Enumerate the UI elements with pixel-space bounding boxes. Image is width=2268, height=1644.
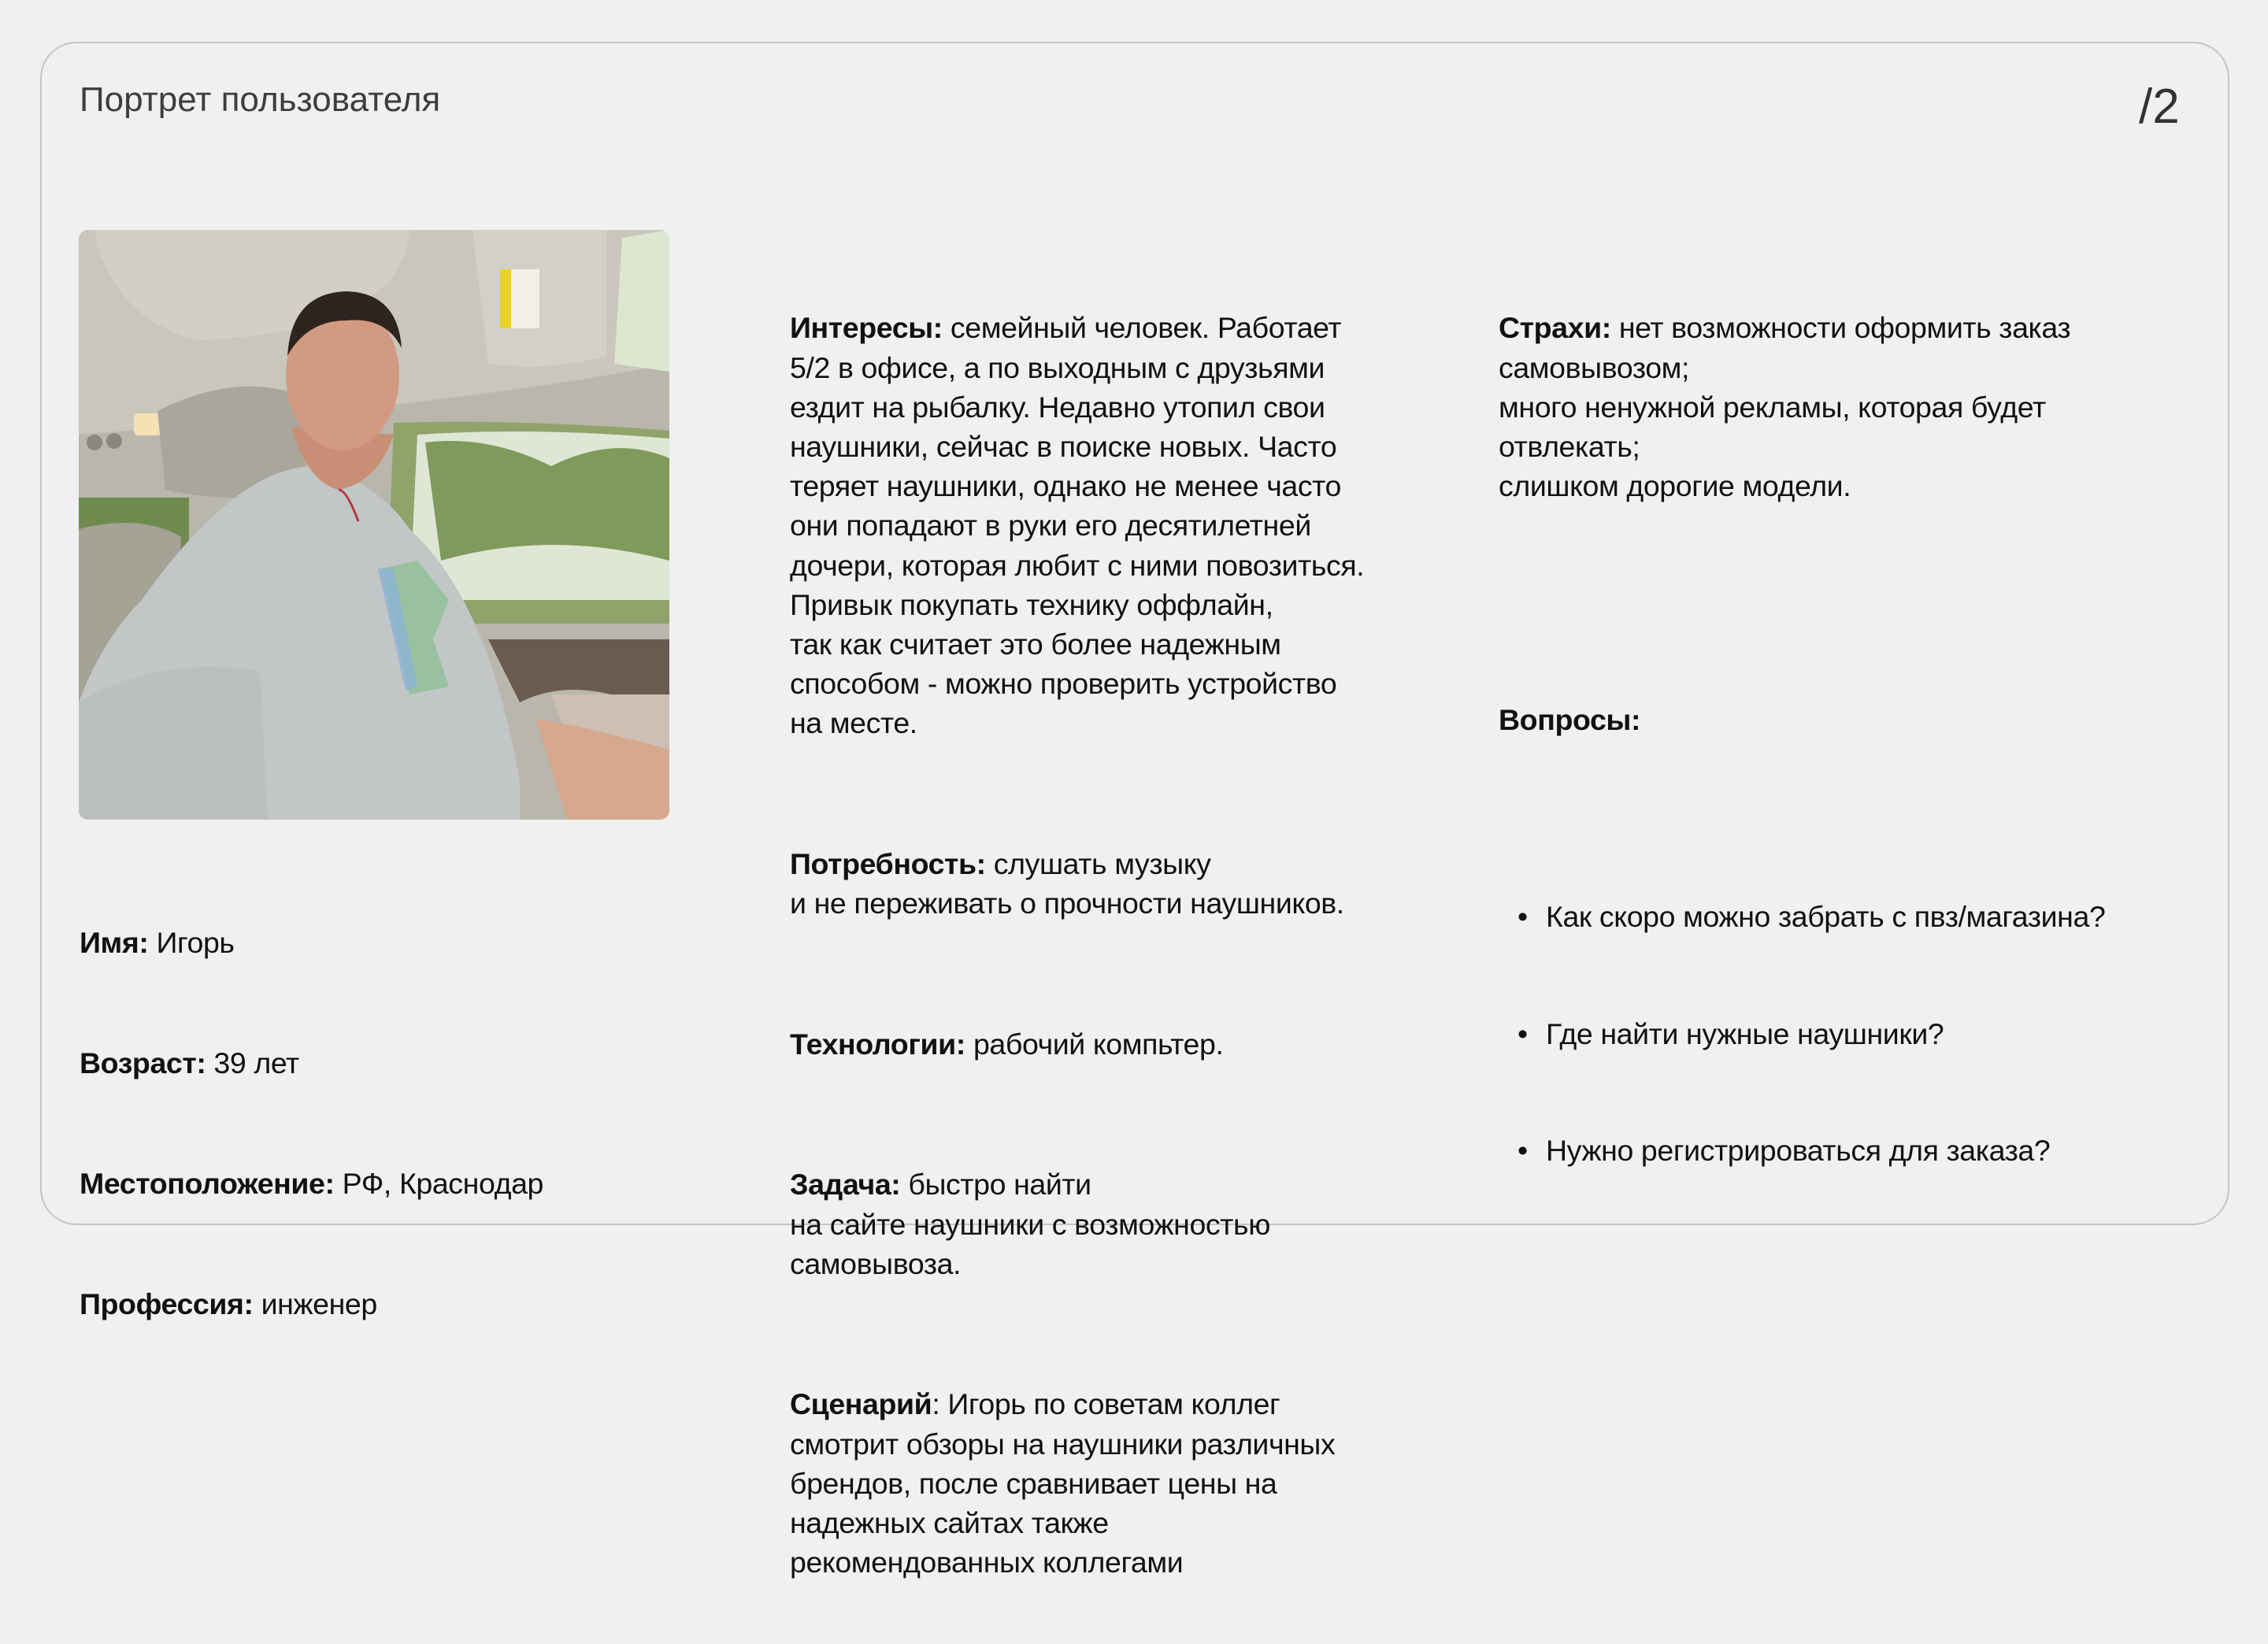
list-item: • Нужно регистрироваться для заказа? [1499, 1131, 2105, 1169]
questions-heading: Вопросы: [1499, 703, 1641, 737]
profile-profession: Профессия: инженер [80, 1287, 377, 1320]
profile-fields [80, 843, 543, 1364]
page-number: /2 [2139, 80, 2180, 134]
list-item: • Как скоро можно забрать с пвз/магазина? [1499, 898, 2105, 935]
interests: Интересы: семейный человек. Работает 5/2 в офисе, а по выходным с друзьями ездит на рыбалку. Недавно утопил свои наушники, сейчас в поиске новых. Часто теряет наушники, однако не менее часто они попадают в руки его десятилетней дочери, которая любит с ними повозиться. Привык покупать технику оффлайн, так как считает это более надежным способом - можно проверить устройство на месте. [790, 311, 1365, 740]
technologies: Технологии: рабочий компьтер. [790, 1027, 1224, 1061]
task: Задача: быстро найти на сайте наушники с возможностью самовывоза. [790, 1168, 1270, 1280]
persona-concerns [1499, 229, 2105, 1367]
user-photo [79, 230, 669, 820]
persona-details [790, 229, 1364, 1644]
profile-location: Местоположение: РФ, Краснодар [80, 1167, 543, 1201]
questions [1499, 621, 2105, 1327]
page-title: Портрет пользователя [80, 80, 441, 119]
scenario: Сценарий: Игорь по советам коллег смотрит обзоры на наушники различных брендов, после сравнивает цены на надежных сайтах также рекомендованных коллегами [790, 1387, 1336, 1579]
fears: Страхи: нет возможности оформить заказ самовывозом; много ненужной рекламы, которая будет отвлекать; слишком дорогие модели. [1499, 311, 2071, 503]
profile-name: Имя: Игорь [80, 926, 235, 960]
bullet-icon: • [1518, 1016, 1528, 1050]
need: Потребность: слушать музыку и не переживать о прочности наушников. [790, 847, 1344, 920]
questions-list [1499, 819, 2105, 1249]
bullet-icon: • [1518, 1134, 1528, 1168]
bullet-icon: • [1518, 900, 1528, 934]
profile-age: Возраст: 39 лет [80, 1046, 299, 1080]
list-item: • Где найти нужные наушники? [1499, 1015, 2105, 1053]
